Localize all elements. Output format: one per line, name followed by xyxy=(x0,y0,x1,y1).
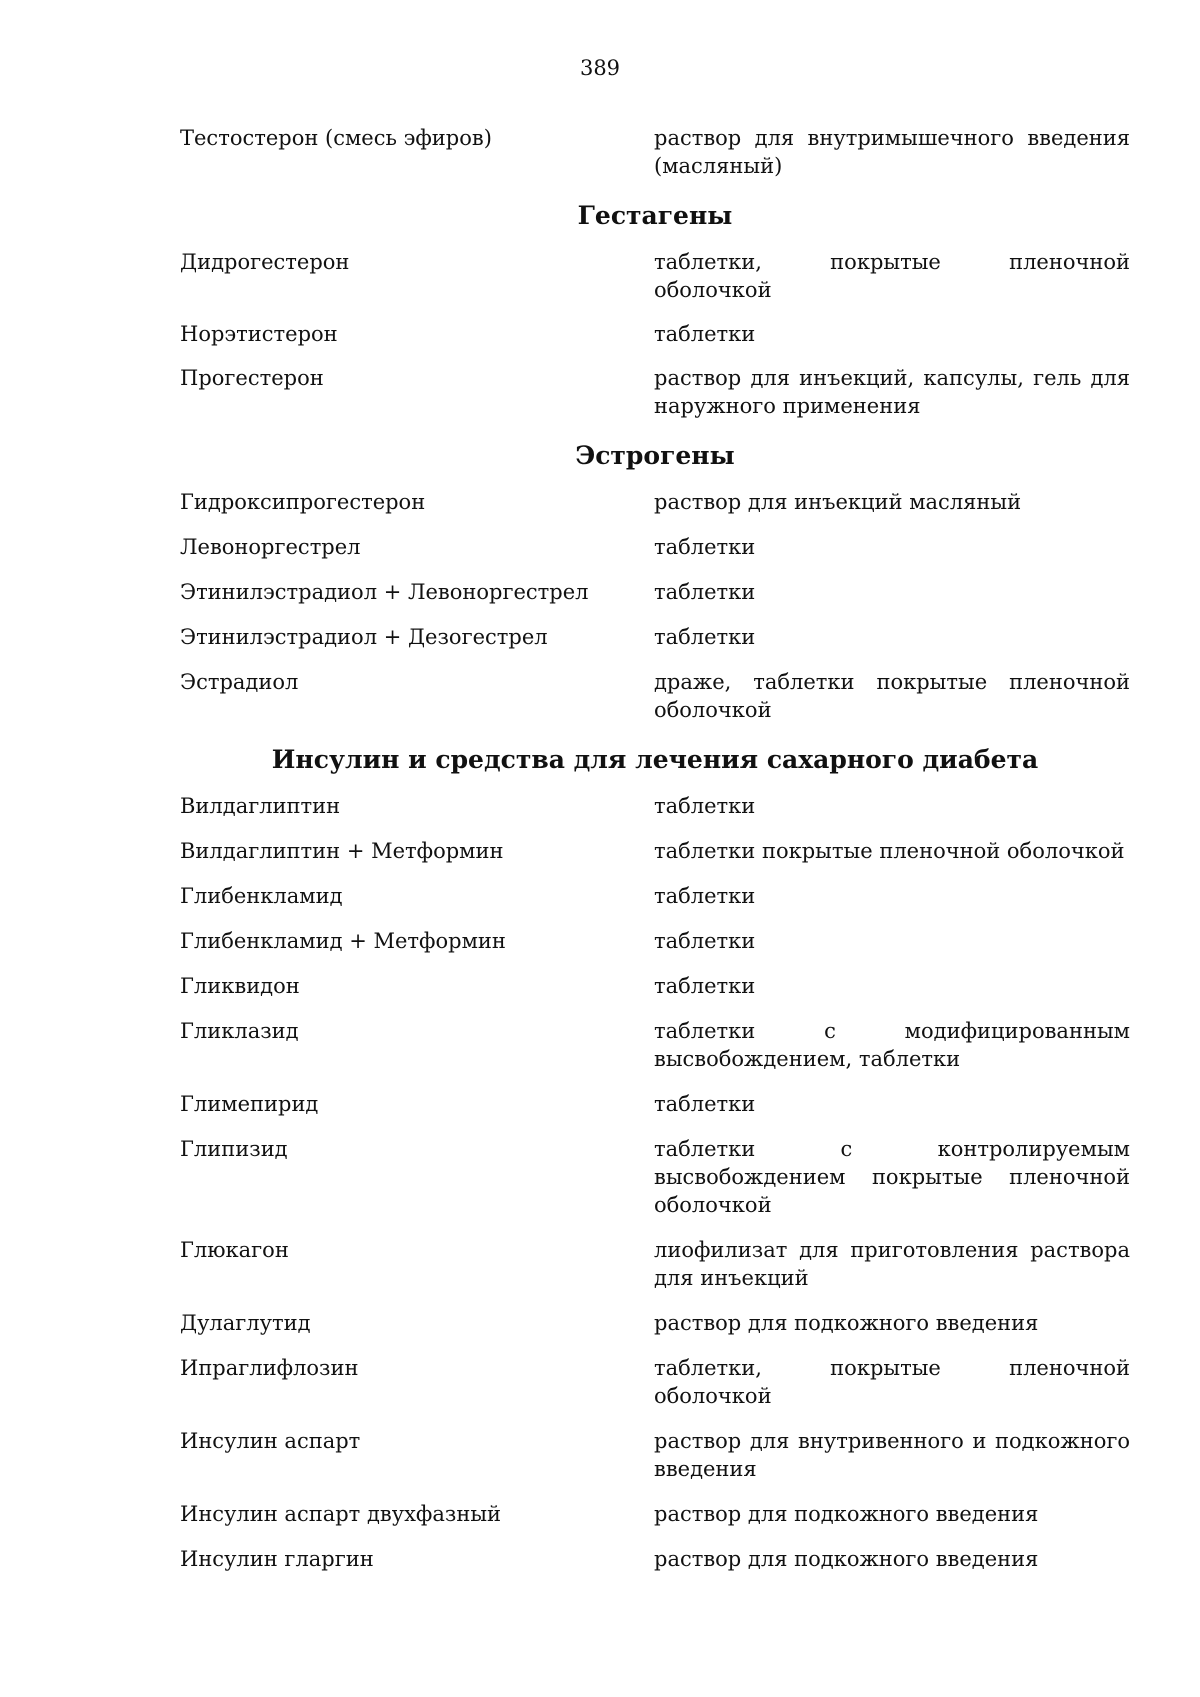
drug-form: таблетки с модифицированным высвобождением, таблетки xyxy=(654,1019,1130,1071)
drug-form: таблетки xyxy=(654,929,756,953)
drug-name: Гликлазид xyxy=(180,1019,299,1043)
section-heading: Инсулин и средства для лечения сахарного диабета xyxy=(271,745,1039,774)
list-item xyxy=(180,972,1130,1000)
list-item xyxy=(180,1017,1130,1073)
list-item xyxy=(180,837,1130,865)
list-item xyxy=(180,364,1130,420)
list-item xyxy=(180,668,1130,724)
list-item xyxy=(180,792,1130,820)
drug-name: Инсулин гларгин xyxy=(180,1547,374,1571)
drug-form: таблетки xyxy=(654,625,756,649)
list-item xyxy=(180,1309,1130,1337)
section-heading: Эстрогены xyxy=(575,441,735,470)
drug-name: Глибенкламид xyxy=(180,884,343,908)
drug-form: таблетки с контролируемым высвобождением покрытые пленочной оболочкой xyxy=(654,1137,1130,1217)
drug-form: таблетки xyxy=(654,884,756,908)
drug-name: Эстрадиол xyxy=(180,670,299,694)
drug-name: Ипраглифлозин xyxy=(180,1356,359,1380)
page-number: 389 xyxy=(579,56,621,80)
drug-form: таблетки покрытые пленочной оболочкой xyxy=(654,839,1125,863)
list-item xyxy=(180,1090,1130,1118)
drug-name: Гликвидон xyxy=(180,974,300,998)
drug-form: таблетки xyxy=(654,974,756,998)
drug-form: раствор для внутримышечного введения (масляный) xyxy=(654,126,1130,178)
list-item xyxy=(180,1545,1130,1573)
drug-form: таблетки xyxy=(654,794,756,818)
drug-name: Вилдаглиптин xyxy=(180,794,341,818)
section-heading: Гестагены xyxy=(577,201,733,230)
list-item xyxy=(180,124,1130,180)
list-item xyxy=(180,623,1130,651)
list-item xyxy=(180,1236,1130,1292)
drug-name: Глибенкламид + Метформин xyxy=(180,929,506,953)
drug-form: раствор для инъекций масляный xyxy=(654,490,1022,514)
drug-form: раствор для внутривенного и подкожного введения xyxy=(654,1429,1130,1481)
list-item xyxy=(180,927,1130,955)
list-item xyxy=(180,533,1130,561)
drug-name: Этинилэстрадиол + Левоноргестрел xyxy=(180,580,589,604)
drug-form: раствор для подкожного введения xyxy=(654,1547,1039,1571)
drug-form: раствор для подкожного введения xyxy=(654,1311,1039,1335)
drug-form: таблетки xyxy=(654,1092,756,1116)
drug-form: таблетки, покрытые пленочной оболочкой xyxy=(654,250,1130,302)
list-item xyxy=(180,488,1130,516)
list-item xyxy=(180,882,1130,910)
list-item xyxy=(180,320,1130,348)
drug-name: Инсулин аспарт двухфазный xyxy=(180,1502,502,1526)
drug-name: Глюкагон xyxy=(180,1238,289,1262)
drug-name: Вилдаглиптин + Метформин xyxy=(180,839,504,863)
list-item xyxy=(180,578,1130,606)
list-item xyxy=(180,1427,1130,1483)
drug-form: лиофилизат для приготовления раствора для инъекций xyxy=(654,1238,1130,1290)
drug-name: Дидрогестерон xyxy=(180,250,350,274)
drug-form: таблетки, покрытые пленочной оболочкой xyxy=(654,1356,1130,1408)
drug-name: Глимепирид xyxy=(180,1092,319,1116)
drug-name: Тестостерон (смесь эфиров) xyxy=(180,126,492,150)
drug-form: драже, таблетки покрытые пленочной оболочкой xyxy=(654,670,1130,722)
drug-form: раствор для инъекций, капсулы, гель для наружного применения xyxy=(654,366,1130,418)
list-item xyxy=(180,1354,1130,1410)
drug-form: таблетки xyxy=(654,322,756,346)
drug-form: раствор для подкожного введения xyxy=(654,1502,1039,1526)
list-item xyxy=(180,248,1130,304)
drug-name: Инсулин аспарт xyxy=(180,1429,361,1453)
list-item xyxy=(180,1135,1130,1219)
drug-name: Дулаглутид xyxy=(180,1311,311,1335)
drug-name: Глипизид xyxy=(180,1137,288,1161)
drug-list xyxy=(180,124,1130,1573)
drug-name: Прогестерон xyxy=(180,366,324,390)
drug-name: Норэтистерон xyxy=(180,322,338,346)
drug-form: таблетки xyxy=(654,535,756,559)
list-item xyxy=(180,1500,1130,1528)
drug-form: таблетки xyxy=(654,580,756,604)
drug-name: Гидроксипрогестерон xyxy=(180,490,426,514)
drug-name: Левоноргестрел xyxy=(180,535,361,559)
drug-name: Этинилэстрадиол + Дезогестрел xyxy=(180,625,548,649)
